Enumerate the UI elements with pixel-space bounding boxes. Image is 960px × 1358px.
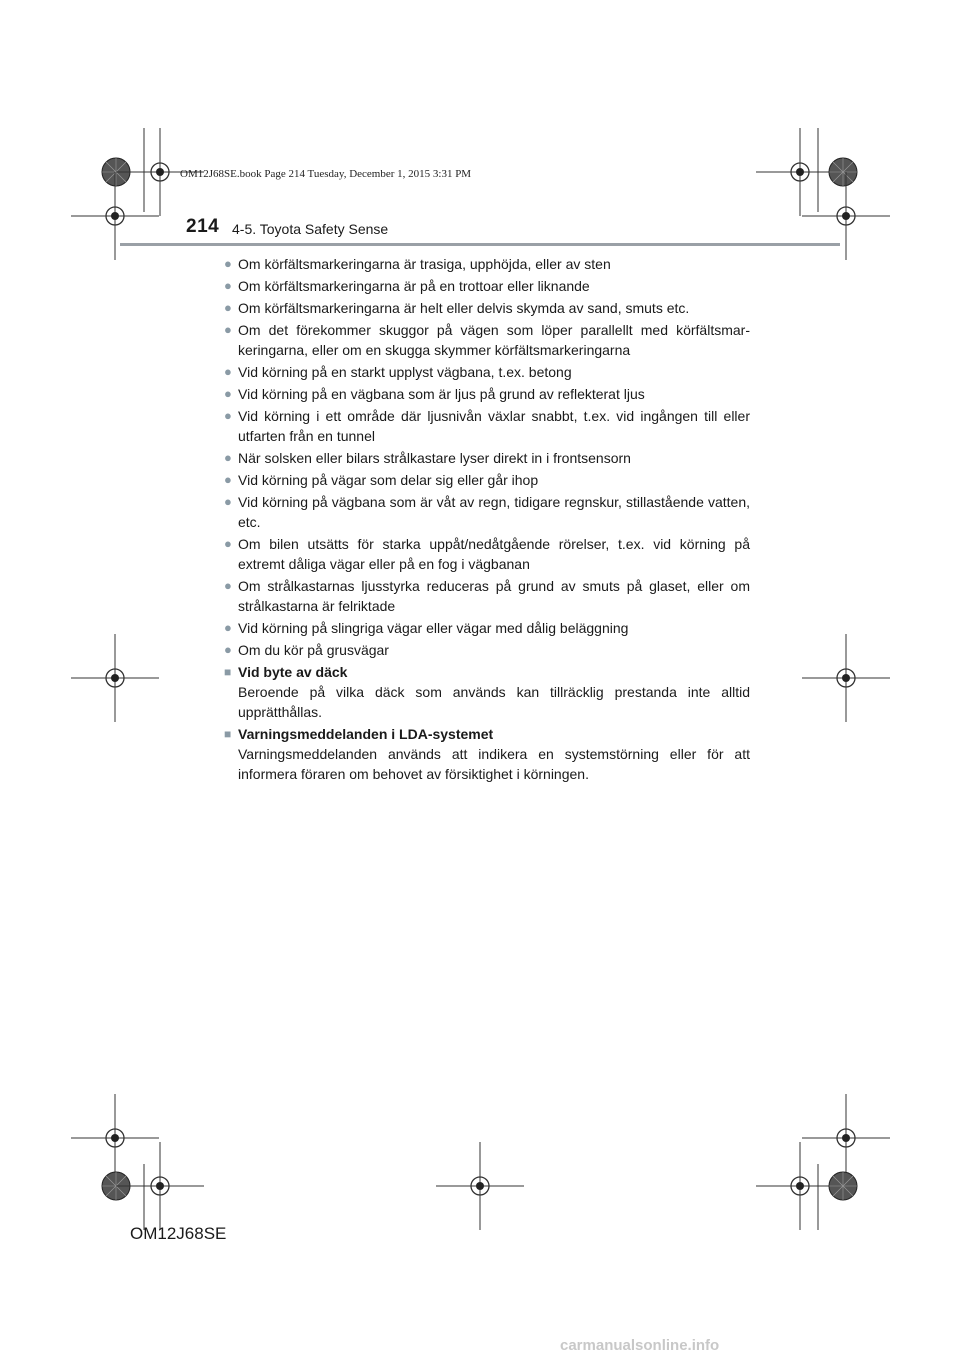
- bullet-text: Om det förekommer skuggor på vägen som löper parallellt med körfältsmar-keringarna, eller om en skugga skymmer körfältsmarkeringarna: [238, 322, 750, 358]
- bullet-dot-icon: ●: [224, 322, 232, 337]
- bullet-dot-icon: ●: [224, 494, 232, 509]
- bullet-dot-icon: ●: [224, 620, 232, 635]
- bullet-text: Om strålkastarnas ljusstyrka reduceras på grund av smuts på glaset, eller om strålkastarna är felriktade: [238, 578, 750, 614]
- bullet-text: Vid körning på vägbana som är våt av regn, tidigare regnskur, stillastående vatten, etc.: [238, 494, 750, 530]
- content: [224, 254, 750, 786]
- page-number: 214: [186, 216, 220, 237]
- bullet-list: [224, 254, 750, 660]
- section-heading: [224, 724, 750, 744]
- section-title: 4-5. Toyota Safety Sense: [232, 221, 389, 237]
- bullet-item: [224, 448, 750, 468]
- bullet-item: [224, 276, 750, 296]
- bullet-item: [224, 298, 750, 318]
- print-info: OM12J68SE.book Page 214 Tuesday, December 1, 2015 3:31 PM: [180, 168, 472, 180]
- bullet-dot-icon: ●: [224, 386, 232, 401]
- footer-code: OM12J68SE: [130, 1224, 227, 1243]
- bullet-item: [224, 492, 750, 532]
- bullet-text: Om körfältsmarkeringarna är på en trottoar eller liknande: [238, 278, 590, 294]
- bullet-dot-icon: ●: [224, 364, 232, 379]
- section-heading-text: Vid byte av däck: [238, 664, 348, 680]
- bullet-dot-icon: ●: [224, 472, 232, 487]
- section-paragraph: Beroende på vilka däck som används kan tillräcklig prestanda inte alltid upprätthållas.: [238, 684, 750, 720]
- bullet-item: [224, 534, 750, 574]
- square-bullet-icon: ■: [224, 665, 232, 679]
- bullet-dot-icon: ●: [224, 256, 232, 271]
- bullet-dot-icon: ●: [224, 300, 232, 315]
- bullet-text: Vid körning på slingriga vägar eller vägar med dålig beläggning: [238, 620, 629, 636]
- bullet-text: Vid körning på en starkt upplyst vägbana, t.ex. betong: [238, 364, 572, 380]
- bullet-dot-icon: ●: [224, 536, 232, 551]
- bullet-item: [224, 320, 750, 360]
- bullet-text: Vid körning i ett område där ljusnivån växlar snabbt, t.ex. vid ingången till eller utfarten från en tunnel: [238, 408, 750, 444]
- square-bullet-icon: ■: [224, 727, 232, 741]
- bullet-text: Vid körning på en vägbana som är ljus på grund av reflekterat ljus: [238, 386, 645, 402]
- bullet-text: Om bilen utsätts för starka uppåt/nedåtgående rörelser, t.ex. vid körning på extremt dåliga vägar eller på en fog i vägbanan: [238, 536, 750, 572]
- header-rule: [120, 243, 840, 246]
- bullet-dot-icon: ●: [224, 408, 232, 423]
- bullet-item: [224, 640, 750, 660]
- bullet-text: Om du kör på grusvägar: [238, 642, 389, 658]
- bullet-item: [224, 384, 750, 404]
- section-list: [224, 662, 750, 784]
- bullet-item: [224, 576, 750, 616]
- bullet-dot-icon: ●: [224, 278, 232, 293]
- watermark: carmanualsonline.info: [560, 1337, 720, 1354]
- bullet-dot-icon: ●: [224, 578, 232, 593]
- bullet-item: [224, 618, 750, 638]
- section-heading-text: Varningsmeddelanden i LDA-systemet: [238, 726, 494, 742]
- section-paragraph: Varningsmeddelanden används att indikera en systemstörning eller för att informera föraren om behovet av försiktighet i körningen.: [238, 746, 750, 782]
- bullet-item: [224, 362, 750, 382]
- bullet-text: När solsken eller bilars strålkastare lyser direkt in i frontsensorn: [238, 450, 631, 466]
- bullet-text: Om körfältsmarkeringarna är helt eller delvis skymda av sand, smuts etc.: [238, 300, 690, 316]
- bullet-text: Om körfältsmarkeringarna är trasiga, upphöjda, eller av sten: [238, 256, 611, 272]
- bullet-item: [224, 470, 750, 490]
- section-heading: [224, 662, 750, 682]
- bullet-item: [224, 254, 750, 274]
- bullet-item: [224, 406, 750, 446]
- bullet-dot-icon: ●: [224, 450, 232, 465]
- bullet-text: Vid körning på vägar som delar sig eller går ihop: [238, 472, 539, 488]
- bullet-dot-icon: ●: [224, 642, 232, 657]
